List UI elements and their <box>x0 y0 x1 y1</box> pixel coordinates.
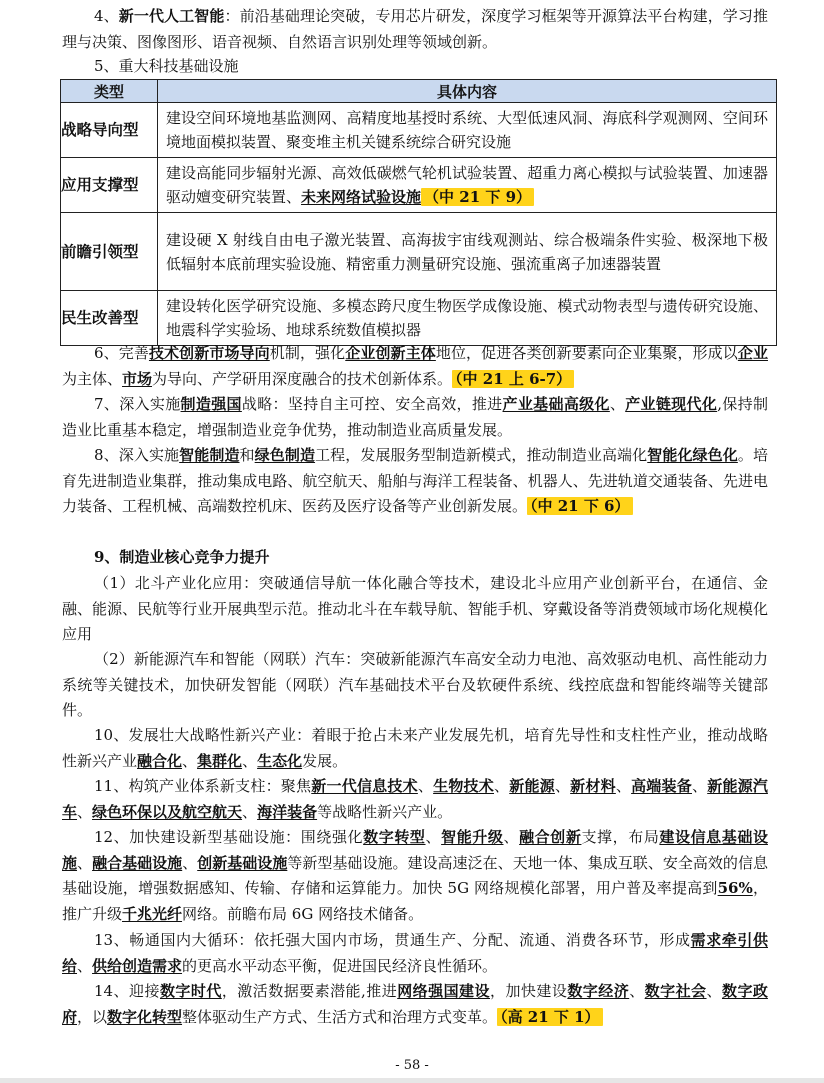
text: 、 <box>494 777 510 795</box>
keyword: 数字政府 <box>62 982 768 1026</box>
text: 13、畅通国内大循环：依托强大国内市场，贯通生产、分配、流通、消费各环节，形成 <box>94 931 691 949</box>
text: 工程，发展服务型制造新模式，推动制造业高端化 <box>315 446 648 464</box>
keyword: 制造强国 <box>180 395 242 413</box>
text: 支撑，布局 <box>581 828 660 846</box>
text: 、 <box>77 956 93 975</box>
text: 。培育先进制造业集群，推动集成电路、航空航天、船舶与海洋工程装备、机器人、先进轨道交通装备、先进电力装备、工程机械、高端数控机床、医药及医疗设备等产业创新发展。 <box>62 446 768 515</box>
text: 等战略性新兴产业。 <box>317 802 453 821</box>
text: ,保持制造业比重基本稳定，增强制造业竞争优势，推动制造业高质量发展。 <box>62 395 768 439</box>
keyword: 企业创新主体 <box>345 344 436 362</box>
keyword: 智能化绿色化 <box>647 446 738 464</box>
text: 为导向、产学研用深度融合的技术创新体系。 <box>152 369 453 388</box>
row-content <box>158 158 777 213</box>
text: ，以 <box>77 1007 108 1026</box>
text: 、 <box>554 777 571 795</box>
keyword: 融合基础设施 <box>92 853 183 872</box>
text: 、 <box>629 982 645 1000</box>
paragraph-4 <box>62 4 768 55</box>
keyword: 融合创新 <box>519 828 582 846</box>
table-row <box>61 213 777 291</box>
row-type: 前瞻引领型 <box>61 213 158 291</box>
infrastructure-table <box>60 79 777 346</box>
keyword: 数字转型 <box>363 828 426 846</box>
table-row <box>61 103 777 158</box>
text: 战略：坚持自主可控、安全高效，推进 <box>241 395 503 413</box>
paragraph-9-heading: 9、制造业核心竞争力提升 <box>94 548 270 566</box>
paragraph-14 <box>62 979 768 1030</box>
keyword: 绿色环保以及航空航天 <box>92 802 243 821</box>
text: 、 <box>182 751 198 770</box>
keyword: 新一代人工智能 <box>118 7 225 25</box>
text: 、 <box>503 828 520 846</box>
text: 、 <box>77 853 93 872</box>
paragraph-5-heading: 5、重大科技基础设施 <box>94 57 239 75</box>
keyword: 创新基础设施 <box>197 853 288 872</box>
keyword: 新一代信息技术 <box>311 777 418 795</box>
row-type: 应用支撑型 <box>61 158 158 213</box>
text: 整体驱动生产方式、生活方式和治理方式变革。 <box>182 1007 498 1026</box>
row-type: 民生改善型 <box>61 291 158 346</box>
keyword: 需求牵引供给 <box>62 931 768 975</box>
keyword: 新能源汽车 <box>62 777 768 821</box>
text: 、 <box>182 853 198 872</box>
para-number: 4、 <box>94 7 119 25</box>
text: 、 <box>609 395 626 413</box>
keyword: 智能升级 <box>441 828 504 846</box>
keyword: 网络强国建设 <box>397 982 490 1000</box>
text: 网络。前瞻布局 6G 网络技术储备。 <box>182 904 424 923</box>
keyword: 企业 <box>737 344 768 362</box>
keyword: 产业链现代化 <box>625 395 718 413</box>
text: 8、深入实施 <box>94 446 180 464</box>
paragraph-10 <box>62 723 768 774</box>
keyword: 56% <box>717 879 753 897</box>
paragraph-9-2: （2）新能源汽车和智能（网联）汽车：突破新能源汽车高安全动力电池、高效驱动电机、高性能动力系统等关键技术，加快研发智能（网联）汽车基础技术平台及软硬件系统、线控底盘和智能终端等关键部件。 <box>62 650 768 719</box>
text: 6、完善 <box>94 344 149 362</box>
keyword: 供给创造需求 <box>92 956 183 975</box>
table-header-row <box>61 80 777 103</box>
keyword: 融合化 <box>137 751 183 770</box>
text: 、 <box>242 751 258 770</box>
paragraph-13 <box>62 928 768 979</box>
keyword: 千兆光纤 <box>122 904 183 923</box>
paragraph-11 <box>62 774 768 825</box>
exam-tag: （中 21 上 6-7） <box>452 370 574 388</box>
keyword: 绿色制造 <box>254 446 316 464</box>
keyword: 智能制造 <box>179 446 240 464</box>
para-text: ：前沿基础理论突破，专用芯片研发，深度学习框架等开源算法平台构建，学习推理与决策、图像图形、语音视频、自然语言识别处理等领域创新。 <box>62 7 768 51</box>
keyword: 新能源 <box>509 777 555 795</box>
row-content: 建设硬 X 射线自由电子激光装置、高海拔宇宙线观测站、综合极端条件实验、极深地下极低辐射本底前理实验设施、精密重力测量研究设施、强流重离子加速器装置 <box>158 213 777 291</box>
paragraph-6 <box>62 341 768 392</box>
exam-tag: （中 21 下 6） <box>527 497 632 515</box>
text: 、 <box>417 777 434 795</box>
keyword: 生物技术 <box>433 777 494 795</box>
row-content: 建设转化医学研究设施、多模态跨尺度生物医学成像设施、模式动物表型与遗传研究设施、地震科学实验场、地球系统数值模拟器 <box>158 291 777 346</box>
text: 、 <box>615 777 632 795</box>
text: 11、构筑产业体系新支柱：聚焦 <box>94 777 312 795</box>
text: ，推广升级 <box>62 879 768 923</box>
page-number: - 58 - <box>395 1058 429 1073</box>
keyword: 生态化 <box>257 751 303 770</box>
text: 14、迎接 <box>94 982 160 1000</box>
keyword: 数字经济 <box>567 982 630 1000</box>
exam-tag: （高 21 下 1） <box>497 1008 602 1026</box>
paragraph-8 <box>62 443 768 520</box>
keyword: 数字化转型 <box>107 1007 183 1026</box>
text: 7、深入实施 <box>94 395 181 413</box>
keyword: 产业基础高级化 <box>502 395 610 413</box>
text: 、 <box>77 802 93 821</box>
text: 、 <box>242 802 258 821</box>
header-type: 类型 <box>61 80 158 103</box>
row-content: 建设空间环境地基监测网、高精度地基授时系统、大型低速风洞、海底科学观测网、空间环境地面模拟装置、聚变堆主机关键系统综合研究设施 <box>158 103 777 158</box>
text: 、 <box>691 777 708 795</box>
table-row <box>61 291 777 346</box>
underlined-term: 未来网络试验设施 <box>301 188 422 206</box>
text: 10、发展壮大战略性新兴产业：着眼于抢占未来产业发展先机，培育先导性和支柱性产业，推动战略性新兴产业 <box>62 726 768 770</box>
keyword: 建设信息基础设施 <box>62 828 768 872</box>
text: 地位，促进各类创新要素向企业集聚，形成以 <box>435 344 738 362</box>
text: 发展。 <box>302 751 348 770</box>
text: 、 <box>706 982 722 1000</box>
keyword: 海洋装备 <box>257 802 318 821</box>
row-text: 建设高能同步辐射光源、高效低碳燃气轮机试验装置、超重力离心模拟与试验装置、加速器驱动嬗变研究装置、 <box>166 164 768 206</box>
text: 的更高水平动态平衡，促进国民经济良性循环。 <box>182 956 498 975</box>
text: 12、加快建设新型基础设施：围绕强化 <box>94 828 364 846</box>
paragraph-9-1: （1）北斗产业化应用：突破通信导航一体化融合等技术，建设北斗应用产业创新平台，在通信、金融、能源、民航等行业开展典型示范。推动北斗在车载导航、智能手机、穿戴设备等消费领域市场化规模化应用 <box>62 574 768 643</box>
text: 等新型基础设施。建设高速泛在、天地一体、集成互联、安全高效的信息基础设施，增强数据感知、传输、存储和运算能力。加快 5G 网络规模化部署，用户普及率提高到 <box>62 853 768 897</box>
text: ，加快建设 <box>489 982 568 1000</box>
text: 和 <box>239 446 255 464</box>
row-type: 战略导向型 <box>61 103 158 158</box>
header-content: 具体内容 <box>158 80 777 103</box>
table-row <box>61 158 777 213</box>
paragraph-7 <box>62 392 768 443</box>
keyword: 数字时代 <box>159 982 222 1000</box>
keyword: 技术创新市场导向 <box>148 344 270 362</box>
text: 、 <box>425 828 442 846</box>
keyword: 市场 <box>122 369 153 388</box>
keyword: 数字社会 <box>644 982 707 1000</box>
page-bottom-divider <box>0 1078 824 1083</box>
paragraph-12 <box>62 825 768 927</box>
exam-tag: （中 21 下 9） <box>421 188 534 206</box>
keyword: 集群化 <box>197 751 243 770</box>
keyword: 高端装备 <box>631 777 692 795</box>
text: ，激活数据要素潜能,推进 <box>221 982 398 1000</box>
keyword: 新材料 <box>570 777 616 795</box>
text: 为主体、 <box>62 369 123 388</box>
text: 机制，强化 <box>269 344 346 362</box>
